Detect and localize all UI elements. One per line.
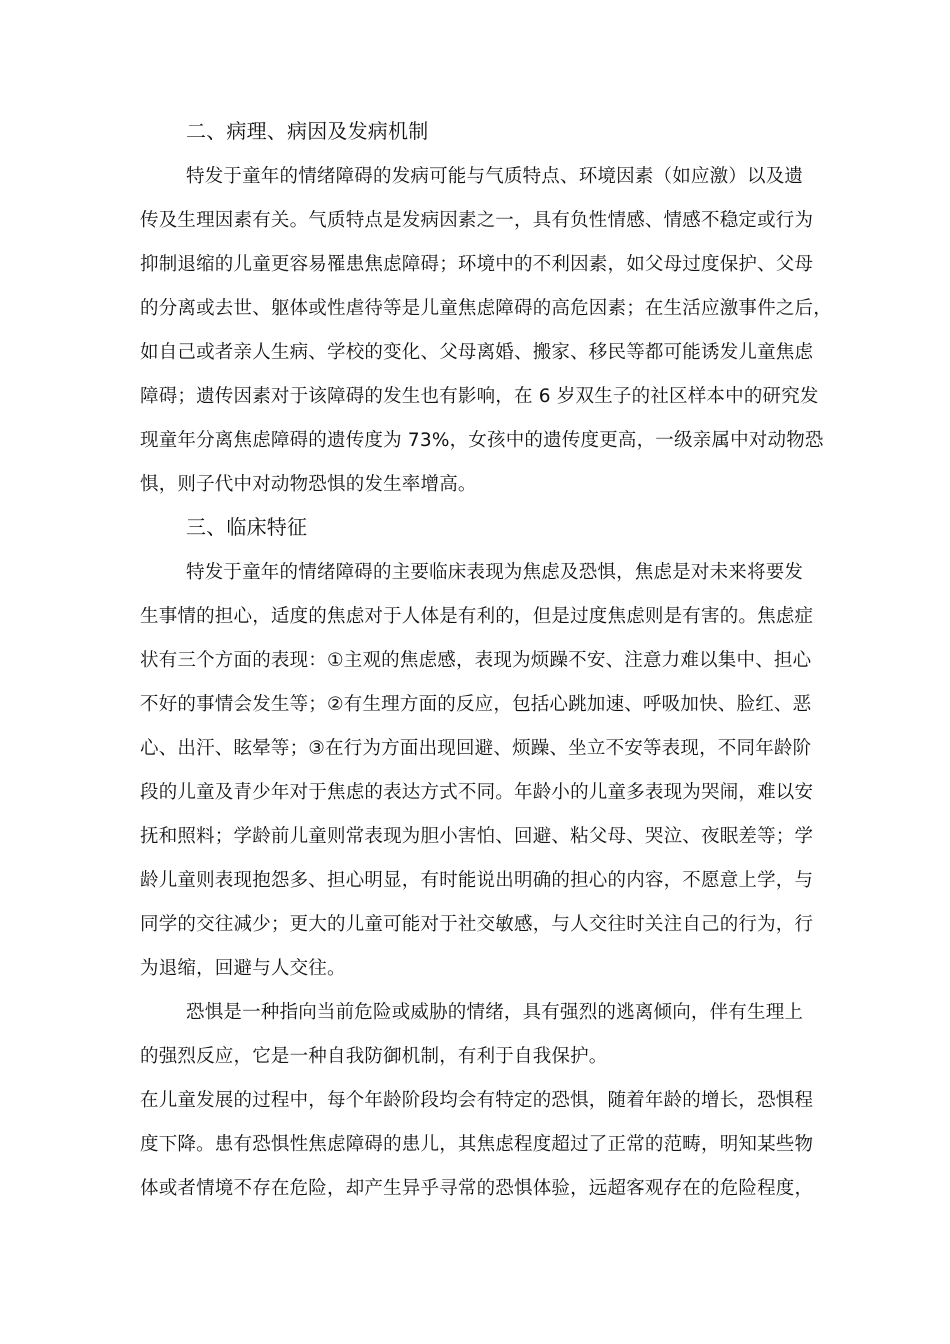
paragraph-line: 惧，则子代中对动物恐惧的发生率增高。 [140, 474, 477, 495]
paragraph-line: 的分离或去世、躯体或性虐待等是儿童焦虑障碍的高危因素；在生活应激事件之后， [140, 298, 832, 319]
paragraph-line: 为退缩，回避与人交往。 [140, 958, 346, 979]
paragraph-line: 不好的事情会发生等；②有生理方面的反应，包括心跳加速、呼吸加快、脸红、恶 [140, 694, 812, 715]
paragraph-line: 的强烈反应，它是一种自我防御机制，有利于自我保护。 [140, 1046, 608, 1067]
paragraph-line: 如自己或者亲人生病、学校的变化、父母离婚、搬家、移民等都可能诱发儿童焦虑 [140, 342, 814, 363]
paragraph-line: 生事情的担心，适度的焦虑对于人体是有利的，但是过度焦虑则是有害的。焦虑症 [140, 606, 814, 627]
paragraph-line: 段的儿童及青少年对于焦虑的表达方式不同。年龄小的儿童多表现为哭闹，难以安 [140, 782, 814, 803]
paragraph-line: 龄儿童则表现抱怨多、担心明显，有时能说出明确的担心的内容，不愿意上学，与 [140, 870, 814, 891]
paragraph-line: 障碍；遗传因素对于该障碍的发生也有影响，在 6 岁双生子的社区样本中的研究发 [140, 386, 819, 407]
paragraph-line: 恐惧是一种指向当前危险或威胁的情绪，具有强烈的逃离倾向，伴有生理上 [186, 1002, 804, 1023]
paragraph-line: 在儿童发展的过程中，每个年龄阶段均会有特定的恐惧，随着年龄的增长，恐惧程 [140, 1090, 814, 1111]
paragraph-line: 心、出汗、眩晕等；③在行为方面出现回避、烦躁、坐立不安等表现，不同年龄阶 [140, 738, 812, 759]
paragraph-line: 传及生理因素有关。气质特点是发病因素之一，具有负性情感、情感不稳定或行为 [140, 210, 814, 231]
paragraph-line: 状有三个方面的表现：①主观的焦虑感，表现为烦躁不安、注意力难以集中、担心 [140, 650, 812, 671]
paragraph-line: 同学的交往减少；更大的儿童可能对于社交敏感，与人交往时关注自己的行为，行 [140, 914, 814, 935]
paragraph-line: 抑制退缩的儿童更容易罹患焦虑障碍；环境中的不利因素，如父母过度保护、父母 [140, 254, 814, 275]
paragraph-line: 特发于童年的情绪障碍的主要临床表现为焦虑及恐惧，焦虑是对未来将要发 [186, 562, 804, 583]
section-heading-clinical-features: 三、临床特征 [186, 515, 308, 539]
paragraph-line: 抚和照料；学龄前儿童则常表现为胆小害怕、回避、粘父母、哭泣、夜眠差等；学 [140, 826, 814, 847]
paragraph-line: 现童年分离焦虑障碍的遗传度为 73%，女孩中的遗传度更高，一级亲属中对动物恐 [140, 430, 824, 451]
paragraph-line: 度下降。患有恐惧性焦虑障碍的患儿，其焦虑程度超过了正常的范畴，明知某些物 [140, 1134, 814, 1155]
paragraph-line: 体或者情境不存在危险，却产生异乎寻常的恐惧体验，远超客观存在的危险程度， [140, 1178, 814, 1199]
paragraph-line: 特发于童年的情绪障碍的发病可能与气质特点、环境因素（如应激）以及遗 [186, 166, 804, 187]
section-heading-pathology: 二、病理、病因及发病机制 [186, 119, 429, 143]
